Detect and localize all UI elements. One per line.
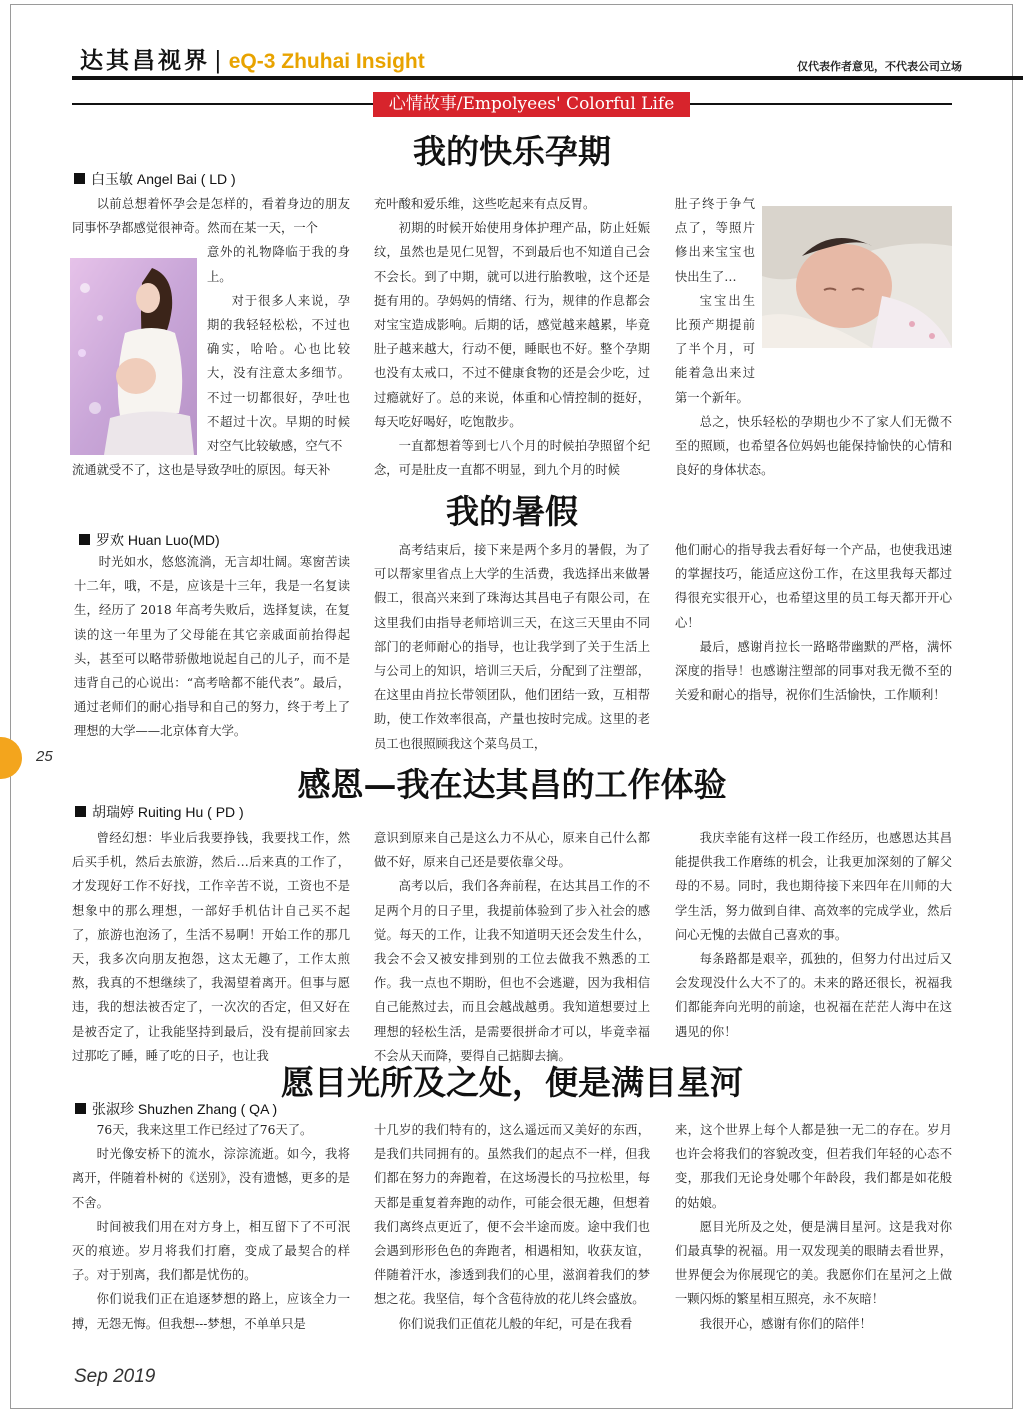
paragraph: 他们耐心的指导我去看好每一个产品，也使我迅速的掌握技巧，能适应这份工作，在这里我每天都过得很充实很开心，也希望这里的员工每天都开开心心！ [675,543,952,630]
bullet-square-icon [79,534,90,545]
article-2-column-3 [675,538,952,707]
bullet-square-icon [75,1103,86,1114]
header-disclaimer: 仅代表作者意见，不代表公司立场 [797,61,962,73]
paragraph: 十几岁的我们特有的，这么遥远而又美好的东西，是我们共同拥有的。虽然我们的起点不一样，但我们都在努力的奔跑着，在这场漫长的马拉松里，每天都是重复着奔跑的动作，可能会很无趣，但想着我们离终点更近了，便不会半途而废。途中我们也会遇到形形色色的奔跑者，相遇相知，收获友谊，伴随着汗水，渗透到我们的心里，滋润着我们的梦想之花。我坚信，每个含苞待放的花儿终会盛放。 [374,1123,650,1307]
article-author: 罗欢 Huan Luo(MD) [79,530,220,550]
article-3-column-1 [72,826,350,1068]
paragraph: 我很开心，感谢有你们的陪伴！ [699,1316,872,1331]
article-title: 感恩—我在达其昌的工作体验 [297,765,727,804]
paragraph: 对于很多人来说，孕期的我轻轻松松，不过也确实，哈哈。心也比较大，没有注意太多细节。不过一切都很好，孕吐也不超过十次。早期的时候对空气比较敏感，空气不 [207,293,350,454]
paragraph: 意识到原来自己是这么力不从心，原来自己什么都做不好，原来自己还是要依靠父母。 [374,831,650,870]
paragraph: 初期的时候开始使用身体护理产品，防止妊娠纹，虽然也是见仁见智，不到最后也不知道自己会不会长。到了中期，就可以进行胎教啦，这个还是挺有用的。孕妈妈的情绪、行为，规律的作息都会对宝宝造成影响。后期的话，感觉越来越累，毕竟肚子越来越大，行动不便，睡眠也不好。整个孕期也没有太戒口，不过不健康食物的还是会少吃，过过瘾就好了。总的来说，体重和心情控制的挺好，每天吃好喝好，吃饱散步。 [374,221,650,429]
paragraph: 最后，感谢肖拉长一路略带幽默的严格，满怀深度的指导！也感谢注塑部的同事对我无微不至的关爱和耐心的指导，祝你们生活愉快，工作顺利！ [675,639,952,703]
paragraph: 一直都想着等到七八个月的时候拍孕照留个纪念，可是肚皮一直都不明显，到九个月的时候 [374,439,650,478]
article-3-column-2 [374,826,650,1068]
article-4-column-2 [374,1118,650,1336]
paragraph: 曾经幻想：毕业后我要挣钱，我要找工作，然后买手机，然后去旅游，然后…后来真的工作了，才发现好工作不好找，工作辛苦不说，工资也不是想象中的那么理想，一部好手机估计自己买不起了，旅游也泡汤了，生活不易啊！开始工作的那几天，我多次向朋友抱怨，这太无趣了，工作太煎熬，我真的不想继续了，我渴望着离开。但事与愿违，我的想法被否定了，一次次的否定，但又好在是被否定了，让我能坚持到最后，没有提前回家去过那吃了睡，睡了吃的日子，也让我 [72,831,350,1063]
paragraph: 以前总想着怀孕会是怎样的，看着身边的朋友同事怀孕都感觉很神奇。然而在某一天，一个 [72,197,350,236]
paragraph: 每条路都是艰辛，孤独的，但努力付出过后又会发现没什么大不了的。未来的路还很长，祝福我们都能奔向光明的前途，也祝福在茫茫人海中在这遇见的你！ [675,952,952,1039]
article-2-column-2 [374,538,650,756]
paragraph: 宝宝出生比预产期提前了半个月，可能着急出来过第一个新年。 [675,293,755,405]
article-author: 胡瑞婷 Ruiting Hu ( PD ) [75,802,244,822]
paragraph: 你们说我们正值花儿般的年纪，可是在我看 [398,1316,633,1331]
paragraph: 时间被我们用在对方身上，相互留下了不可泯灭的痕迹。岁月将我们打磨，变成了最契合的样子。对于别离，我们都是忧伤的。 [72,1219,350,1283]
paragraph: 我庆幸能有这样一段工作经历，也感恩达其昌能提供我工作磨练的机会，让我更加深刻的了解父母的不易。同时，我也期待接下来四年在川师的大学生活，努力做到自律、高效率的完成学业，然后问心无愧的去做自己喜欢的事。 [675,831,952,942]
article-title: 我的快乐孕期 [413,132,611,171]
paragraph: 你们说我们正在追逐梦想的路上，应该全力一搏，无怨无悔。但我想---梦想，不单单只是 [72,1292,350,1331]
section-banner: 心情故事/Empolyees' Colorful Life [373,92,690,117]
paragraph: 来，这个世界上每个人都是独一无二的存在。岁月也许会将我们的容貌改变，但若我们年轻的心态不变，那我们无论身处哪个年龄段，我们都是如花般的姑娘。 [675,1123,952,1210]
article-4-column-1 [72,1118,350,1336]
article-title: 我的暑假 [446,492,578,531]
banner-line-left [72,103,373,105]
brand-separator: | [214,48,225,74]
paragraph: 高考以后，我们各奔前程，在达其昌工作的不足两个月的日子里，我提前体验到了步入社会的感觉。每天的工作，让我不知道明天还会发生什么，我会不会又被安排到别的工位去做我不熟悉的工作。我一点也不期盼，但也不会逃避，因为我相信自己能熬过去，而且会越战越勇。我知道想要过上理想的轻松生活，是需要很拼命才可以，毕竟幸福不会从天而降，要得自己掂脚去摘。 [374,879,650,1063]
paragraph: 时光像安桥下的流水，淙淙流逝。如今，我将离开，伴随着朴树的《送别》，没有遗憾，更多的是不舍。 [72,1147,350,1210]
article-4-column-3 [675,1118,952,1336]
header-rule [72,76,1023,80]
banner-line-right [690,103,952,105]
article-3-column-3 [675,826,952,1044]
article-1-column-2 [374,192,650,482]
paragraph: 76天，我来这里工作已经过了76天了。 [96,1123,313,1137]
article-author: 白玉敏 Angel Bai ( LD ) [74,169,236,189]
article-1-column-1 [72,192,350,482]
article-2-column-1 [74,550,350,744]
paragraph: 高考结束后，接下来是两个多月的暑假，为了可以帮家里省点上大学的生活费，我选择出来做暑假工，很高兴来到了珠海达其昌电子有限公司，在这里我们由指导老师培训三天，在这三天里由不同部门的老师耐心的指导，也让我学到了关于生活上与公司上的知识，培训三天后，分配到了注塑部，在这里由肖拉长带领团队，他们团结一致，互相帮助，使工作效率很高，产量也按时完成。这里的老员工也很照顾我这个菜鸟员工， [374,543,650,751]
paragraph: 愿目光所及之处，便是满目星河。这是我对你们最真挚的祝福。用一双发现美的眼睛去看世界，世界便会为你展现它的美。我愿你们在星河之上做一颗闪烁的繁星相互照亮，永不灰暗！ [675,1219,952,1307]
article-title: 愿目光所及之处，便是满目星河 [281,1063,743,1102]
paragraph: 充叶酸和爱乐维，这些吃起来有点反胃。 [374,197,596,211]
article-1-column-3 [675,192,952,482]
brand-english: eQ-3 Zhuhai Insight [228,50,425,73]
paragraph: 时光如水，悠悠流淌，无言却壮阔。寒窗苦读十二年，哦，不是，应该是十三年，我是一名复读生，经历了 2018 年高考失败后，选择复读，在复读的这一年里为了父母能在其它亲戚面前抬得起头，甚至可以略带骄傲地说起自己的儿子，而不是违背自己的心说出：“高考啥都不能代表”。最后，通过老师们的耐心指导和自己的努力，终于考上了理想的大学——北京体育大学。 [74,555,350,739]
article-author: 张淑珍 Shuzhen Zhang ( QA ) [75,1099,277,1119]
header-brand [80,42,425,75]
bullet-square-icon [74,173,85,184]
paragraph: 总之，快乐轻松的孕期也少不了家人们无微不至的照顾，也希望各位妈妈也能保持愉快的心情和良好的身体状态。 [675,414,952,478]
page-number: 25 [36,748,53,765]
paragraph: 流通就受不了，这也是导致孕吐的原因。每天补 [72,463,331,478]
paragraph: 肚子终于争气点了，等照片修出来宝宝也快出生了… [675,197,755,284]
issue-date: Sep 2019 [74,1366,156,1387]
brand-chinese: 达其昌视界 [80,47,210,74]
bullet-square-icon [75,806,86,817]
paragraph: 意外的礼物降临于我的身上。 [207,245,350,284]
